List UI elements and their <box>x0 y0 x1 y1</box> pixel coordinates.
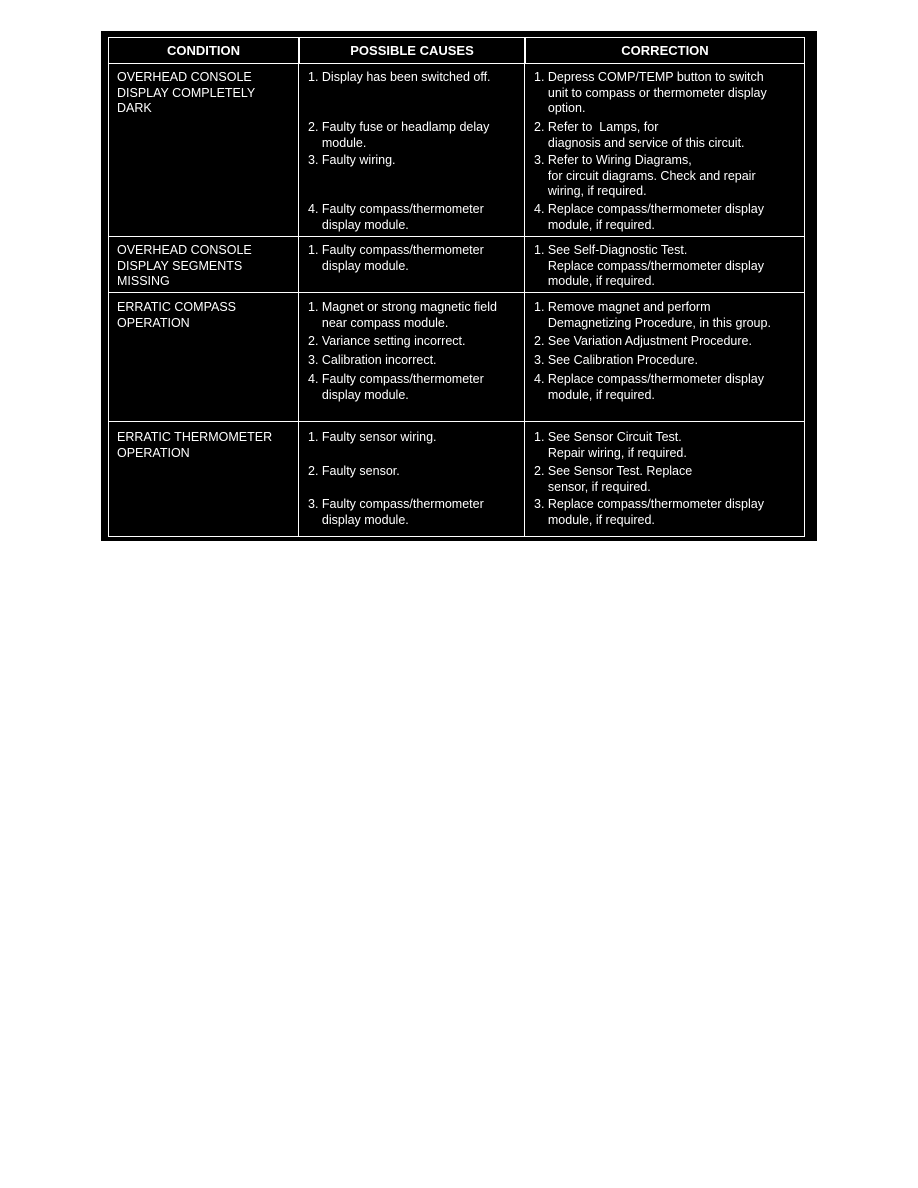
correction-text: 2. Refer to Lamps, for diagnosis and service of this circuit. <box>534 120 745 150</box>
cause-text: 1. Faulty compass/thermometer display module. <box>308 243 484 273</box>
cause-text: 3. Faulty wiring. <box>308 153 396 167</box>
cause-text: 3. Calibration incorrect. <box>308 353 437 367</box>
header-possible-causes: POSSIBLE CAUSES <box>299 37 525 64</box>
correction-text: 1. Remove magnet and perform Demagnetizing Procedure, in this group. <box>534 300 771 330</box>
row-divider <box>108 292 805 293</box>
cause-text: 1. Magnet or strong magnetic field near compass module. <box>308 300 497 330</box>
correction-text: 1. See Sensor Circuit Test. Repair wiring, if required. <box>534 430 687 460</box>
condition-label: ERRATIC COMPASS OPERATION <box>117 300 236 330</box>
correction-text: 4. Replace compass/thermometer display module, if required. <box>534 372 764 402</box>
cause-text: 2. Variance setting incorrect. <box>308 334 466 348</box>
table-bottom-border <box>108 536 805 537</box>
cause-text: 4. Faulty compass/thermometer display module. <box>308 372 484 402</box>
correction-text: 1. Depress COMP/TEMP button to switch unit to compass or thermometer display option. <box>534 70 767 115</box>
row-divider <box>108 236 805 237</box>
cause-text: 3. Faulty compass/thermometer display module. <box>308 497 484 527</box>
cause-text: 2. Faulty fuse or headlamp delay module. <box>308 120 490 150</box>
correction-text: 4. Replace compass/thermometer display module, if required. <box>534 202 764 232</box>
correction-text: 3. Refer to Wiring Diagrams, for circuit diagrams. Check and repair wiring, if required. <box>534 153 756 198</box>
correction-text: 2. See Sensor Test. Replace sensor, if required. <box>534 464 693 494</box>
cause-text: 1. Display has been switched off. <box>308 70 491 84</box>
correction-text: 3. Replace compass/thermometer display module, if required. <box>534 497 764 527</box>
correction-text: 3. See Calibration Procedure. <box>534 353 698 367</box>
table-left-border <box>108 64 109 536</box>
table-right-border <box>804 64 805 536</box>
correction-text: 1. See Self-Diagnostic Test. Replace compass/thermometer display module, if required. <box>534 243 764 288</box>
cause-text: 4. Faulty compass/thermometer display module. <box>308 202 484 232</box>
condition-label: OVERHEAD CONSOLE DISPLAY SEGMENTS MISSING <box>117 243 252 288</box>
diagnosis-table <box>101 31 817 541</box>
column-divider <box>524 64 525 536</box>
condition-label: OVERHEAD CONSOLE DISPLAY COMPLETELY DARK <box>117 70 256 115</box>
correction-text: 2. See Variation Adjustment Procedure. <box>534 334 752 348</box>
row-divider <box>108 421 805 422</box>
cause-text: 2. Faulty sensor. <box>308 464 400 478</box>
cause-text: 1. Faulty sensor wiring. <box>308 430 437 444</box>
header-correction: CORRECTION <box>525 37 805 64</box>
condition-label: ERRATIC THERMOMETER OPERATION <box>117 430 273 460</box>
header-condition: CONDITION <box>108 37 299 64</box>
column-divider <box>298 64 299 536</box>
